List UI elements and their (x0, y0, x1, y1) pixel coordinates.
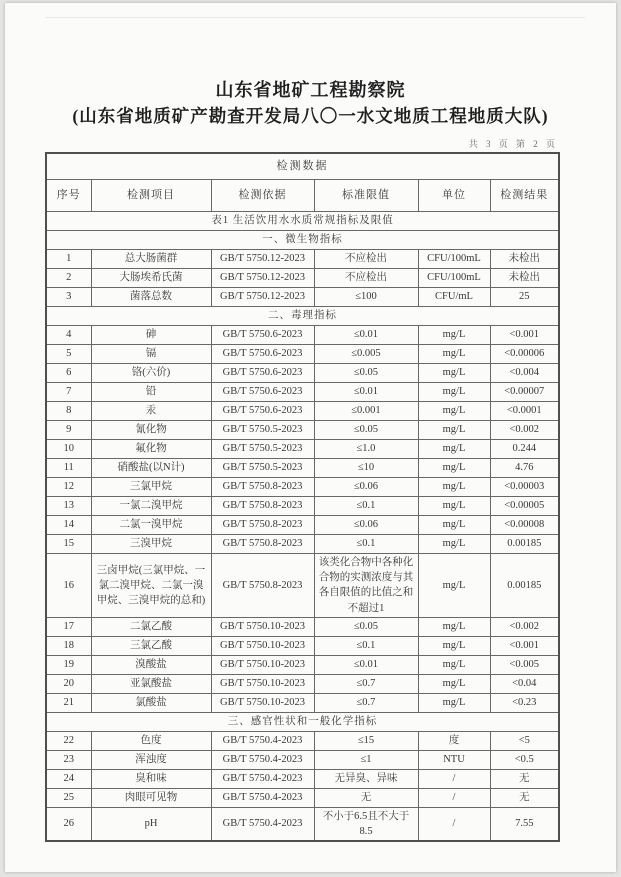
table-body (46, 212, 559, 842)
cell-result: <0.00005 (490, 497, 559, 516)
cell-no: 7 (46, 383, 91, 402)
cell-item: 溴酸盐 (91, 655, 211, 674)
cell-item: 汞 (91, 402, 211, 421)
cell-unit: / (418, 807, 490, 841)
cell-unit: CFU/100mL (418, 250, 490, 269)
cell-result: <0.04 (490, 674, 559, 693)
table-row (46, 655, 559, 674)
cell-unit: mg/L (418, 326, 490, 345)
cell-method: GB/T 5750.10-2023 (211, 636, 314, 655)
cell-unit: CFU/mL (418, 288, 490, 307)
cell-method: GB/T 5750.12-2023 (211, 288, 314, 307)
cell-result: <0.5 (490, 750, 559, 769)
cell-unit: mg/L (418, 478, 490, 497)
table-row (46, 807, 559, 841)
test-results-table (45, 152, 560, 842)
cell-result: 25 (490, 288, 559, 307)
cell-method: GB/T 5750.6-2023 (211, 383, 314, 402)
cell-unit: CFU/100mL (418, 269, 490, 288)
cell-item: 二氯乙酸 (91, 617, 211, 636)
table-row (46, 383, 559, 402)
table-row (46, 554, 559, 618)
cell-unit: mg/L (418, 421, 490, 440)
col-header-no: 序号 (46, 180, 91, 212)
cell-limit: ≤1 (314, 750, 418, 769)
cell-unit: / (418, 769, 490, 788)
cell-no: 19 (46, 655, 91, 674)
cell-unit: mg/L (418, 617, 490, 636)
cell-item: 三氯甲烷 (91, 478, 211, 497)
cell-no: 11 (46, 459, 91, 478)
table-row (46, 478, 559, 497)
cell-item: 砷 (91, 326, 211, 345)
cell-limit: ≤0.7 (314, 674, 418, 693)
cell-method: GB/T 5750.8-2023 (211, 535, 314, 554)
cell-method: GB/T 5750.4-2023 (211, 807, 314, 841)
section-row (46, 712, 559, 731)
cell-method: GB/T 5750.12-2023 (211, 250, 314, 269)
org-title-line1: 山东省地矿工程勘察院 (215, 80, 406, 100)
cell-limit: ≤0.06 (314, 478, 418, 497)
cell-no: 14 (46, 516, 91, 535)
cell-method: GB/T 5750.6-2023 (211, 326, 314, 345)
cell-method: GB/T 5750.6-2023 (211, 345, 314, 364)
cell-unit: / (418, 788, 490, 807)
cell-limit: ≤0.1 (314, 636, 418, 655)
table-row (46, 250, 559, 269)
cell-unit: mg/L (418, 383, 490, 402)
cell-unit: mg/L (418, 655, 490, 674)
table-row (46, 402, 559, 421)
cell-unit: mg/L (418, 440, 490, 459)
cell-result: <0.23 (490, 693, 559, 712)
cell-result: 0.244 (490, 440, 559, 459)
cell-result: <0.00008 (490, 516, 559, 535)
cell-no: 23 (46, 750, 91, 769)
col-header-unit: 单位 (418, 180, 490, 212)
cell-limit: ≤0.05 (314, 421, 418, 440)
cell-unit: NTU (418, 750, 490, 769)
table-row (46, 345, 559, 364)
cell-unit: mg/L (418, 674, 490, 693)
cell-no: 1 (46, 250, 91, 269)
page-counter: 共 3 页 第 2 页 (468, 139, 558, 149)
cell-limit: ≤0.05 (314, 617, 418, 636)
table-row (46, 769, 559, 788)
cell-item: 臭和味 (91, 769, 211, 788)
cell-unit: mg/L (418, 693, 490, 712)
cell-result: <0.00007 (490, 383, 559, 402)
section-row (46, 212, 559, 231)
cell-limit: ≤0.7 (314, 693, 418, 712)
cell-result: <0.001 (490, 636, 559, 655)
cell-item: 氯酸盐 (91, 693, 211, 712)
cell-method: GB/T 5750.8-2023 (211, 516, 314, 535)
scanned-page (5, 3, 616, 872)
table-row (46, 440, 559, 459)
cell-unit: mg/L (418, 402, 490, 421)
cell-result: <5 (490, 731, 559, 750)
cell-no: 26 (46, 807, 91, 841)
table-row (46, 674, 559, 693)
cell-item: pH (91, 807, 211, 841)
cell-method: GB/T 5750.4-2023 (211, 750, 314, 769)
cell-item: 总大肠菌群 (91, 250, 211, 269)
cell-unit: 度 (418, 731, 490, 750)
cell-no: 25 (46, 788, 91, 807)
cell-method: GB/T 5750.10-2023 (211, 617, 314, 636)
table-row (46, 693, 559, 712)
cell-result: 无 (490, 769, 559, 788)
scan-artifact-line (45, 17, 585, 18)
cell-result: <0.00006 (490, 345, 559, 364)
cell-limit: 不应检出 (314, 269, 418, 288)
cell-limit: 无 (314, 788, 418, 807)
cell-limit: ≤0.01 (314, 655, 418, 674)
cell-no: 9 (46, 421, 91, 440)
cell-item: 三氯乙酸 (91, 636, 211, 655)
cell-no: 24 (46, 769, 91, 788)
cell-item: 铅 (91, 383, 211, 402)
cell-result: <0.005 (490, 655, 559, 674)
cell-method: GB/T 5750.10-2023 (211, 655, 314, 674)
cell-result: <0.004 (490, 364, 559, 383)
cell-limit: ≤0.01 (314, 383, 418, 402)
table-row (46, 636, 559, 655)
table-row (46, 326, 559, 345)
cell-result: <0.00003 (490, 478, 559, 497)
cell-result: 0.00185 (490, 554, 559, 618)
cell-item: 亚氯酸盐 (91, 674, 211, 693)
cell-item: 镉 (91, 345, 211, 364)
section-title: 一、微生物指标 (46, 231, 559, 250)
cell-no: 10 (46, 440, 91, 459)
cell-result: <0.0001 (490, 402, 559, 421)
section-row (46, 231, 559, 250)
cell-item: 三溴甲烷 (91, 535, 211, 554)
table-row (46, 516, 559, 535)
cell-limit: ≤0.06 (314, 516, 418, 535)
cell-unit: mg/L (418, 345, 490, 364)
table-row (46, 750, 559, 769)
cell-method: GB/T 5750.6-2023 (211, 402, 314, 421)
cell-method: GB/T 5750.8-2023 (211, 497, 314, 516)
cell-method: GB/T 5750.4-2023 (211, 769, 314, 788)
cell-method: GB/T 5750.4-2023 (211, 731, 314, 750)
cell-item: 硝酸盐(以N计) (91, 459, 211, 478)
table-caption-row (46, 153, 559, 180)
table-row (46, 617, 559, 636)
cell-result: <0.002 (490, 421, 559, 440)
cell-no: 21 (46, 693, 91, 712)
cell-unit: mg/L (418, 535, 490, 554)
table-row (46, 788, 559, 807)
cell-item: 铬(六价) (91, 364, 211, 383)
cell-unit: mg/L (418, 459, 490, 478)
cell-limit: ≤0.1 (314, 535, 418, 554)
cell-item: 浑浊度 (91, 750, 211, 769)
cell-result: <0.001 (490, 326, 559, 345)
col-header-result: 检测结果 (490, 180, 559, 212)
cell-limit: ≤15 (314, 731, 418, 750)
cell-limit: ≤0.05 (314, 364, 418, 383)
cell-method: GB/T 5750.6-2023 (211, 364, 314, 383)
cell-no: 18 (46, 636, 91, 655)
cell-result: 7.55 (490, 807, 559, 841)
table-row (46, 364, 559, 383)
col-header-limit: 标准限值 (314, 180, 418, 212)
cell-limit: 该类化合物中各种化合物的实测浓度与其各自限值的比值之和不超过1 (314, 554, 418, 618)
table-row (46, 497, 559, 516)
table-row (46, 421, 559, 440)
cell-method: GB/T 5750.5-2023 (211, 440, 314, 459)
cell-unit: mg/L (418, 497, 490, 516)
col-header-item: 检测项目 (91, 180, 211, 212)
section-title: 三、感官性状和一般化学指标 (46, 712, 559, 731)
cell-result: 4.76 (490, 459, 559, 478)
cell-limit: ≤10 (314, 459, 418, 478)
table-caption: 检测数据 (46, 153, 559, 180)
cell-method: GB/T 5750.8-2023 (211, 554, 314, 618)
col-header-method: 检测依据 (211, 180, 314, 212)
cell-item: 三卤甲烷(三氯甲烷、一氯二溴甲烷、二氯一溴甲烷、三溴甲烷的总和) (91, 554, 211, 618)
cell-unit: mg/L (418, 636, 490, 655)
cell-method: GB/T 5750.8-2023 (211, 478, 314, 497)
table-row (46, 288, 559, 307)
cell-result: <0.002 (490, 617, 559, 636)
cell-no: 13 (46, 497, 91, 516)
cell-no: 22 (46, 731, 91, 750)
cell-no: 20 (46, 674, 91, 693)
table-row (46, 731, 559, 750)
cell-limit: ≤0.1 (314, 497, 418, 516)
cell-no: 16 (46, 554, 91, 618)
cell-unit: mg/L (418, 554, 490, 618)
cell-unit: mg/L (418, 516, 490, 535)
cell-limit: ≤0.005 (314, 345, 418, 364)
cell-method: GB/T 5750.10-2023 (211, 693, 314, 712)
cell-limit: ≤0.01 (314, 326, 418, 345)
cell-no: 3 (46, 288, 91, 307)
cell-limit: 无异臭、异味 (314, 769, 418, 788)
cell-limit: ≤1.0 (314, 440, 418, 459)
section-title: 二、毒理指标 (46, 307, 559, 326)
cell-item: 氰化物 (91, 421, 211, 440)
cell-item: 氟化物 (91, 440, 211, 459)
table-row (46, 459, 559, 478)
cell-no: 17 (46, 617, 91, 636)
cell-no: 6 (46, 364, 91, 383)
cell-unit: mg/L (418, 364, 490, 383)
cell-limit: 不小于6.5且不大于8.5 (314, 807, 418, 841)
column-header-row (46, 180, 559, 212)
cell-limit: 不应检出 (314, 250, 418, 269)
cell-result: 未检出 (490, 269, 559, 288)
cell-result: 未检出 (490, 250, 559, 269)
cell-no: 15 (46, 535, 91, 554)
org-title-line2: (山东省地质矿产勘查开发局八〇一水文地质工程地质大队) (72, 106, 549, 126)
section-row (46, 307, 559, 326)
cell-item: 菌落总数 (91, 288, 211, 307)
cell-no: 12 (46, 478, 91, 497)
cell-item: 色度 (91, 731, 211, 750)
cell-no: 2 (46, 269, 91, 288)
cell-no: 4 (46, 326, 91, 345)
table-row (46, 269, 559, 288)
cell-item: 一氯二溴甲烷 (91, 497, 211, 516)
cell-item: 二氯一溴甲烷 (91, 516, 211, 535)
cell-method: GB/T 5750.10-2023 (211, 674, 314, 693)
cell-method: GB/T 5750.5-2023 (211, 421, 314, 440)
cell-method: GB/T 5750.4-2023 (211, 788, 314, 807)
cell-item: 肉眼可见物 (91, 788, 211, 807)
section-title: 表1 生活饮用水水质常规指标及限值 (46, 212, 559, 231)
cell-no: 8 (46, 402, 91, 421)
cell-item: 大肠埃希氏菌 (91, 269, 211, 288)
cell-result: 0.00185 (490, 535, 559, 554)
cell-method: GB/T 5750.5-2023 (211, 459, 314, 478)
table-row (46, 535, 559, 554)
cell-limit: ≤0.001 (314, 402, 418, 421)
cell-limit: ≤100 (314, 288, 418, 307)
cell-result: 无 (490, 788, 559, 807)
cell-no: 5 (46, 345, 91, 364)
cell-method: GB/T 5750.12-2023 (211, 269, 314, 288)
